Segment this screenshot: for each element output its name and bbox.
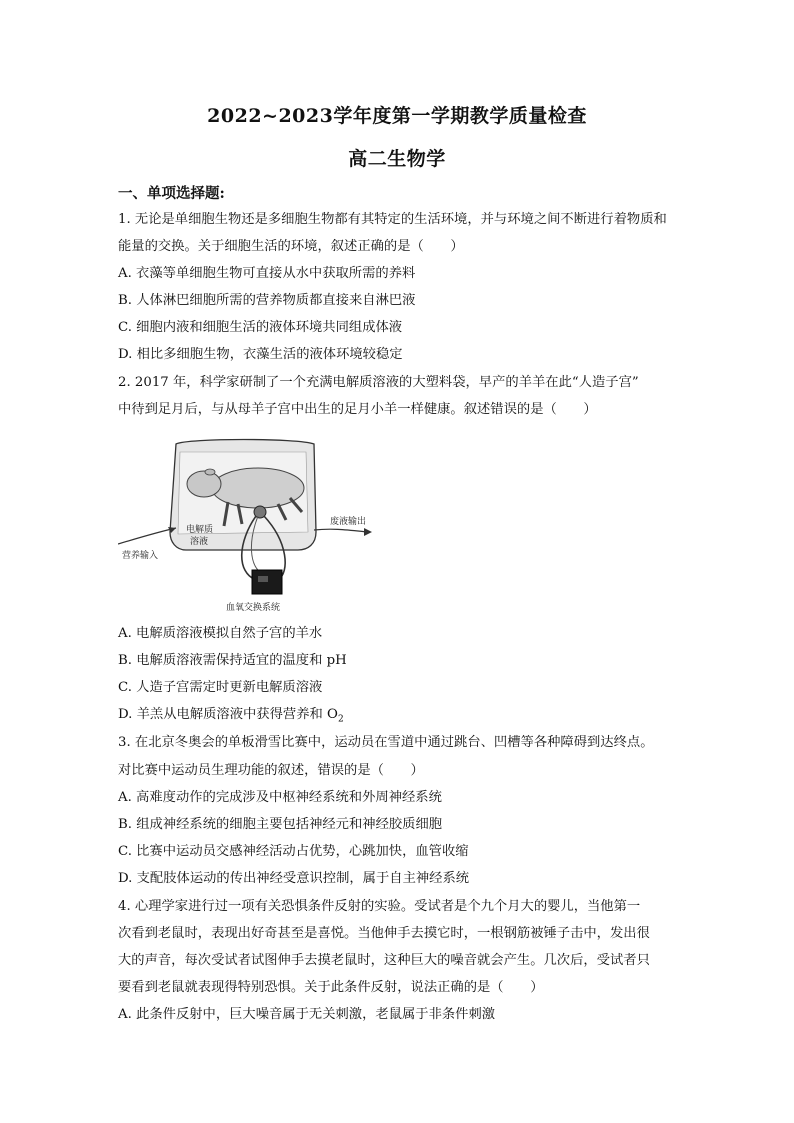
label-electrolyte-line2: 溶液	[190, 537, 209, 547]
q3-option-a: A. 高难度动作的完成涉及中枢神经系统和外周神经系统	[118, 790, 442, 805]
label-nutrient-input: 营养输入	[122, 551, 159, 561]
q3-stem-line1: 3. 在北京冬奥会的单板滑雪比赛中，运动员在雪道中通过跳台、凹槽等各种障碍到达终点。	[118, 735, 654, 750]
q2-option-d-subscript: 2	[337, 714, 344, 725]
q4-stem-line3: 大的声音，每次受试者试图伸手去摸老鼠时，这种巨大的噪音就会产生。几次后，受试者只	[118, 953, 650, 968]
q1-option-c: C. 细胞内液和细胞生活的液体环境共同组成体液	[118, 320, 403, 335]
exchange-box-detail	[258, 576, 268, 582]
q2-option-c: C. 人造子宫需定时更新电解质溶液	[118, 680, 323, 695]
q2-stem-line1: 2. 2017 年，科学家研制了一个充满电解质溶液的大塑料袋，早产的羊羊在此“人造子宫”	[118, 375, 639, 390]
label-waste-output: 废液输出	[330, 517, 367, 527]
q4-stem-line4: 要看到老鼠就表现得特别恐惧。关于此条件反射，说法正确的是（ ）	[118, 980, 544, 995]
section-heading: 一、单项选择题:	[118, 185, 225, 202]
q3-stem-line2: 对比赛中运动员生理功能的叙述，错误的是（ ）	[118, 763, 424, 778]
waste-output-arrow	[314, 529, 368, 532]
q1-option-b: B. 人体淋巴细胞所需的营养物质都直接来自淋巴液	[118, 293, 416, 308]
q1-option-d: D. 相比多细胞生物，衣藻生活的液体环境较稳定	[118, 347, 403, 362]
nutrient-input-arrow	[118, 528, 176, 544]
q4-stem-line1: 4. 心理学家进行过一项有关恐惧条件反射的实验。受试者是个九个月大的婴儿，当他第一	[118, 899, 641, 914]
lamb-body	[212, 468, 304, 508]
q3-option-d: D. 支配肢体运动的传出神经受意识控制，属于自主神经系统	[118, 871, 470, 886]
q2-option-d-text: D. 羊羔从电解质溶液中获得营养和 O	[118, 707, 338, 722]
page-title: 2022~2023学年度第一学期教学质量检查	[207, 105, 587, 127]
output-arrowhead	[364, 528, 372, 536]
page-subtitle: 高二生物学	[348, 148, 446, 170]
q1-stem-line1: 1. 无论是单细胞生物还是多细胞生物都有其特定的生活环境，并与环境之间不断进行着物质和	[118, 212, 667, 227]
q1-option-a: A. 衣藻等单细胞生物可直接从水中获取所需的养料	[118, 266, 416, 281]
q2-option-b: B. 电解质溶液需保持适宜的温度和 pH	[118, 653, 347, 668]
q3-option-c: C. 比赛中运动员交感神经活动占优势，心跳加快，血管收缩	[118, 844, 469, 859]
label-electrolyte-line1: 电解质	[186, 525, 214, 535]
artificial-womb-figure	[118, 432, 393, 620]
lamb-ear	[205, 469, 215, 475]
lamb-head	[187, 471, 221, 497]
q2-option-d	[118, 707, 344, 728]
q2-option-a: A. 电解质溶液模拟自然子宫的羊水	[118, 626, 323, 641]
q2-stem-line2: 中待到足月后，与从母羊子宫中出生的足月小羊一样健康。叙述错误的是（ ）	[118, 402, 597, 417]
q4-option-a: A. 此条件反射中，巨大噪音属于无关刺激，老鼠属于非条件刺激	[118, 1007, 496, 1022]
q3-option-b: B. 组成神经系统的细胞主要包括神经元和神经胶质细胞	[118, 817, 443, 832]
q1-stem-line2: 能量的交换。关于细胞生活的环境，叙述正确的是（ ）	[118, 239, 464, 254]
label-exchange-system: 血氧交换系统	[226, 603, 281, 613]
q4-stem-line2: 次看到老鼠时，表现出好奇甚至是喜悦。当他伸手去摸它时，一根钢筋被锤子击中，发出很	[118, 926, 650, 941]
